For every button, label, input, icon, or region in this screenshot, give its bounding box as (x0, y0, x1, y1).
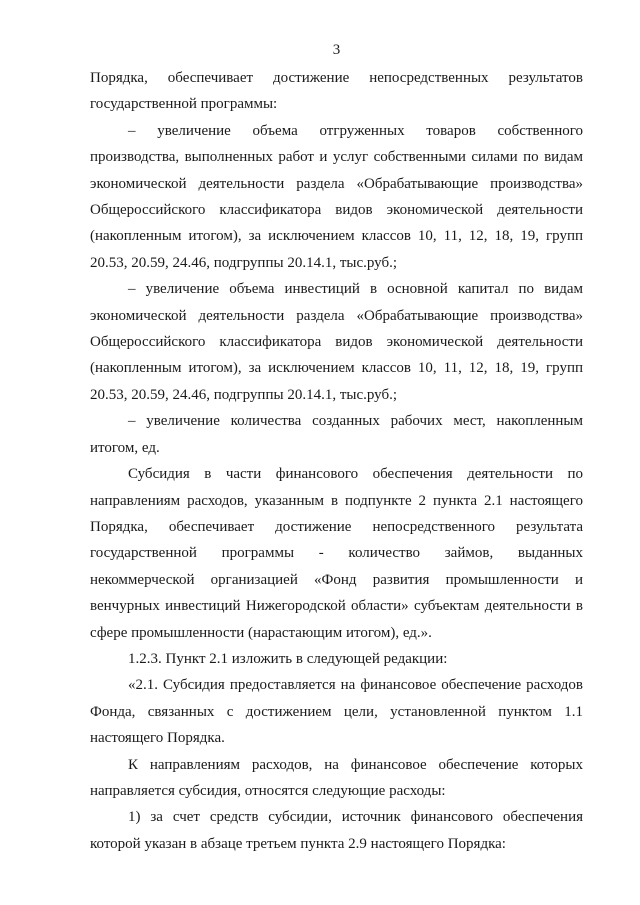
paragraph-bullet-shipped-goods: – увеличение объема отгруженных товаров собственного производства, выполненных работ и услуг собственными силами по видам экономической деятельности раздела «Обрабатывающие производства» Общероссийского классификатора видов экономической деятельности (накопленным итогом), за исключением классов 10, 11, 12, 18, 19, групп 20.53, 20.59, 24.46, подгруппы 20.14.1, тыс.руб.; (90, 122, 583, 271)
page-number: 3 (332, 42, 341, 58)
paragraph-results-intro: Порядка, обеспечивает достижение непосредственных результатов государственной программы: (90, 70, 583, 113)
paragraph-item-1: 1) за счет средств субсидии, источник финансового обеспечения которой указан в абзаце третьем пункта 2.9 настоящего Порядка: (90, 809, 583, 852)
paragraph-clause-1-2-3: 1.2.3. Пункт 2.1 изложить в следующей редакции: (128, 650, 448, 667)
paragraph-bullet-jobs: – увеличение количества созданных рабочих мест, накопленным итогом, ед. (90, 413, 583, 456)
paragraph-subsidy-loans: Субсидия в части финансового обеспечения деятельности по направлениям расходов, указанным в подпункте 2 пункта 2.1 настоящего Порядка, обеспечивает достижение непосредственного результата государственной программы - количество займов, выданных некоммерческой организацией «Фонд развития промышленности и венчурных инвестиций Нижегородской области» субъектам деятельности в сфере промышленности (нарастающим итогом), ед.». (90, 466, 583, 641)
paragraph-clause-2-1: «2.1. Субсидия предоставляется на финансовое обеспечение расходов Фонда, связанных с достижением цели, установленной пунктом 1.1 настоящего Порядка. (90, 677, 583, 747)
paragraph-bullet-investments: – увеличение объема инвестиций в основной капитал по видам экономической деятельности раздела «Обрабатывающие производства» Общероссийского классификатора видов экономической деятельности (накопленным итогом), за исключением классов 10, 11, 12, 18, 19, групп 20.53, 20.59, 24.46, подгруппы 20.14.1, тыс.руб.; (90, 281, 583, 403)
paragraph-expense-directions: К направлениям расходов, на финансовое обеспечение которых направляется субсидия, относятся следующие расходы: (90, 756, 583, 799)
